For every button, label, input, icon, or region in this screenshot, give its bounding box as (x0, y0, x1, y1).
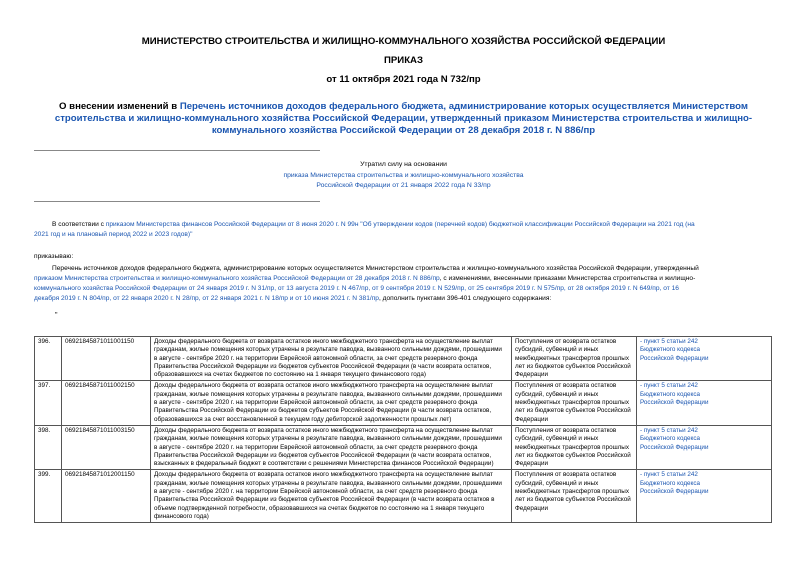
legal-basis-link-line[interactable]: Бюджетного кодекса (640, 346, 701, 354)
revenue-type-line: Федерации (515, 504, 548, 512)
void-notice (0, 160, 807, 192)
revenue-description-line: Правительства Российской Федерации из бюджетов субъектов Российской Федерации (в части возврата остатков в (154, 496, 495, 504)
void-notice-line: Утратил силу на основании (360, 161, 447, 168)
revenue-description-line: Правительства Российской Федерации из бюджетов субъектов Российской Федерации (в части возврата остатков, (154, 451, 492, 459)
body-link[interactable]: приказом Министерства строительства и жилищно-коммунального хозяйства Российской Федерации от 28 декабря 2018 г. N 886/пр (34, 275, 440, 282)
legal-basis-link-line[interactable]: - пункт 5 статьи 242 (640, 338, 698, 345)
revenue-type-line: субсидий, субвенций и иных (515, 390, 599, 398)
body-link[interactable]: коммунального хозяйства Российской Федерации от 24 января 2019 г. N 31/пр, от 13 августа 2019 г. N 467/пр, от 9 сентября 2019 г. N 529/пр, от 25 сентября 2019 г. N 575/пр, от 28 октября 2019 г. N 649/пр, от 16 (34, 285, 679, 292)
doc-type-heading: ПРИКАЗ (384, 55, 423, 66)
revenue-description-line: Доходы федерального бюджета от возврата остатков иного межбюджетного трансферта на осуществление выплат (154, 338, 493, 345)
revenue-description-line: гражданам, жилые помещения которых утрачены в результате паводка, вызванного сильными дождями, прошедшими (154, 479, 502, 487)
budget-code: 06921845871011001150 (62, 337, 151, 381)
legal-basis-link-line[interactable]: Бюджетного кодекса (640, 390, 701, 398)
revenue-type-line: Федерации (515, 371, 548, 379)
revenue-description-line: в августе - сентябре 2020 г. на территории Еврейской автономной области, за счет средств резервного фонда (154, 399, 478, 407)
revenue-type-line: Поступления от возврата остатков (515, 382, 617, 390)
revenue-description-line: Правительства Российской Федерации из бюджетов субъектов Российской Федерации (в части возврата остатков, (154, 362, 492, 370)
ministry-heading: МИНИСТЕРСТВО СТРОИТЕЛЬСТВА И ЖИЛИЩНО-КОММУНАЛЬНОГО ХОЗЯЙСТВА РОССИЙСКОЙ ФЕДЕРАЦИИ (141, 36, 666, 47)
quote-mark: " (55, 312, 58, 319)
budget-code: 06921845871011002150 (62, 381, 151, 425)
legal-basis-link-line[interactable]: Бюджетного кодекса (640, 435, 701, 443)
preamble-link-cont[interactable]: 2021 год и на плановый период 2022 и 2023 годов)" (34, 231, 193, 238)
legal-basis-link-line[interactable]: - пункт 5 статьи 242 (640, 471, 698, 479)
void-notice-link[interactable]: Российской Федерации от 21 января 2022 года N 33/пр (316, 182, 491, 189)
revenue-type-line: лет из бюджетов субъектов Российской (515, 407, 631, 415)
legal-basis-link-line[interactable]: Российской Федерации (640, 399, 709, 407)
legal-basis-link[interactable] (637, 381, 772, 425)
revenue-description-line: гражданам, жилые помещения которых утрачены в результате паводка, вызванного сильными дождями, прошедшими (154, 390, 502, 398)
revenue-type-line: субсидий, субвенций и иных (515, 346, 599, 354)
budget-code: 06921845871012001150 (62, 470, 151, 523)
legal-basis-link-line[interactable]: Российской Федерации (640, 443, 709, 451)
revenue-description-line: Доходы федерального бюджета от возврата остатков иного межбюджетного трансферта на осуществление выплат (154, 382, 493, 390)
revenue-type-line: лет из бюджетов субъектов Российской (515, 496, 631, 504)
revenue-type-line: Федерации (515, 460, 548, 468)
legal-basis-link-line[interactable]: Российской Федерации (640, 354, 709, 362)
revenue-type-line: Поступления от возврата остатков (515, 471, 617, 479)
revenue-type (512, 381, 637, 425)
date-number-heading: от 11 октября 2021 года N 732/пр (326, 74, 481, 85)
revenue-description-line: образовавшихся за счет восстановленной в текущем году дебиторской задолженности прошлых лет) (154, 415, 452, 423)
document-title (40, 101, 767, 137)
legal-basis-link-line[interactable]: Бюджетного кодекса (640, 479, 701, 487)
revenue-description-line: Доходы федерального бюджета от возврата остатков иного межбюджетного трансферта на осуществление выплат (154, 426, 493, 434)
revenue-description (151, 337, 512, 381)
legal-basis-link[interactable] (637, 425, 772, 469)
preamble-line1 (52, 220, 695, 230)
preamble-link[interactable]: приказом Министерства финансов Российской Федерации от 8 июня 2020 г. N 99н "Об утверждении кодов (перечней кодов) бюджетной классификации Российской Федерации на 2021 год (на (105, 221, 695, 228)
table-row (35, 470, 772, 523)
row-number: 399. (35, 470, 62, 523)
body-text: , с изменениями, внесенными приказами Министерства строительства и жилищно- (439, 275, 696, 282)
revenue-type-line: межбюджетных трансфертов прошлых (515, 399, 629, 407)
revenue-description-line: Правительства Российской Федерации из бюджетов субъектов Российской Федерации (в части возврата остатков, (154, 407, 492, 415)
body-link[interactable]: декабря 2019 г. N 804/пр, от 22 января 2020 г. N 28/пр, от 22 января 2021 г. N 18/пр и от 10 июня 2021 г. N 381/пр (34, 295, 379, 302)
revenue-type-line: межбюджетных трансфертов прошлых (515, 443, 629, 451)
table-row (35, 381, 772, 425)
revenue-description-line: финансового года) (154, 512, 209, 520)
body-line (34, 274, 695, 284)
revenue-description-line: объеме подтвержденной потребности, образовавшихся на счетах бюджетов по состоянию на 1 января текущего (154, 504, 485, 512)
body-line: Перечень источников доходов федерального бюджета, администрирование которых осуществляется Министерством строительства и жилищно-коммунального хозяйства Российской Федерации, утвержденный (52, 265, 699, 272)
revenue-type-line: Федерации (515, 415, 548, 423)
revenue-description-line: в августе - сентябре 2020 г. на территории Еврейской автономной области, за счет средств резервного фонда (154, 488, 478, 496)
revenue-description (151, 381, 512, 425)
revenue-description-line: в августе - сентябре 2020 г. на территории Еврейской автономной области, за счет средств резервного фонда (154, 354, 478, 362)
legal-basis-link-line[interactable]: - пункт 5 статьи 242 (640, 426, 698, 434)
title-lead: О внесении изменений в (59, 101, 180, 112)
revenue-type-line: межбюджетных трансфертов прошлых (515, 354, 629, 362)
title-link[interactable]: Перечень источников доходов федерального бюджета, администрирование которых осуществляется Министерством строительства и жилищно-коммунального хозяйства Российской Федерации, утвержденный приказом Министерства строительства и жилищно-коммунального хозяйства Российской Федерации от 28 декабря 2018 г. N 886/пр (54, 101, 753, 136)
revenue-description-line: Доходы федерального бюджета от возврата остатков иного межбюджетного трансферта на осуществление выплат (154, 471, 493, 479)
table-row (35, 425, 772, 469)
revenue-type-line: лет из бюджетов субъектов Российской (515, 362, 631, 370)
revenue-type-line: лет из бюджетов субъектов Российской (515, 451, 631, 459)
preamble-lead: В соответствии с (52, 221, 106, 228)
revenue-type-line: межбюджетных трансфертов прошлых (515, 488, 629, 496)
budget-code: 06921845871011003150 (62, 425, 151, 469)
revenue-sources-table (34, 336, 772, 523)
revenue-description (151, 425, 512, 469)
revenue-description-line: гражданам, жилые помещения которых утрачены в результате паводка, вызванного сильными дождями, прошедшими (154, 435, 502, 443)
row-number: 397. (35, 381, 62, 425)
order-word: приказываю: (34, 253, 74, 260)
divider-bottom (34, 201, 320, 202)
legal-basis-link-line[interactable]: Российской Федерации (640, 488, 709, 496)
revenue-description-line: образовавшихся на счетах бюджетов по состоянию на 1 января текущего финансового года) (154, 371, 426, 379)
table-row (35, 337, 772, 381)
divider-top (34, 150, 320, 151)
revenue-description (151, 470, 512, 523)
revenue-type-line: субсидий, субвенций и иных (515, 479, 599, 487)
revenue-type-line: Поступления от возврата остатков (515, 426, 617, 434)
revenue-type (512, 470, 637, 523)
revenue-description-line: взысканных в федеральный бюджет в соответствии с решениями Министерства финансов Российской Федерации) (154, 460, 494, 468)
body-text: , дополнить пунктами 396-401 следующего содержания: (378, 295, 552, 302)
legal-basis-link[interactable] (637, 470, 772, 523)
revenue-type-line: субсидий, субвенций и иных (515, 435, 599, 443)
revenue-description-line: в августе - сентябре 2020 г. на территории Еврейской автономной области, за счет средств резервного фонда (154, 443, 478, 451)
revenue-type (512, 425, 637, 469)
legal-basis-link-line[interactable]: - пункт 5 статьи 242 (640, 382, 698, 390)
revenue-type-line: Поступления от возврата остатков (515, 338, 617, 345)
legal-basis-link[interactable] (637, 337, 772, 381)
revenue-description-line: гражданам, жилые помещения которых утрачены в результате паводка, вызванного сильными дождями, прошедшими (154, 346, 502, 354)
row-number: 398. (35, 425, 62, 469)
void-notice-link[interactable]: приказа Министерства строительства и жилищно-коммунального хозяйства (283, 171, 524, 179)
row-number: 396. (35, 337, 62, 381)
body-line (34, 294, 551, 304)
revenue-type (512, 337, 637, 381)
